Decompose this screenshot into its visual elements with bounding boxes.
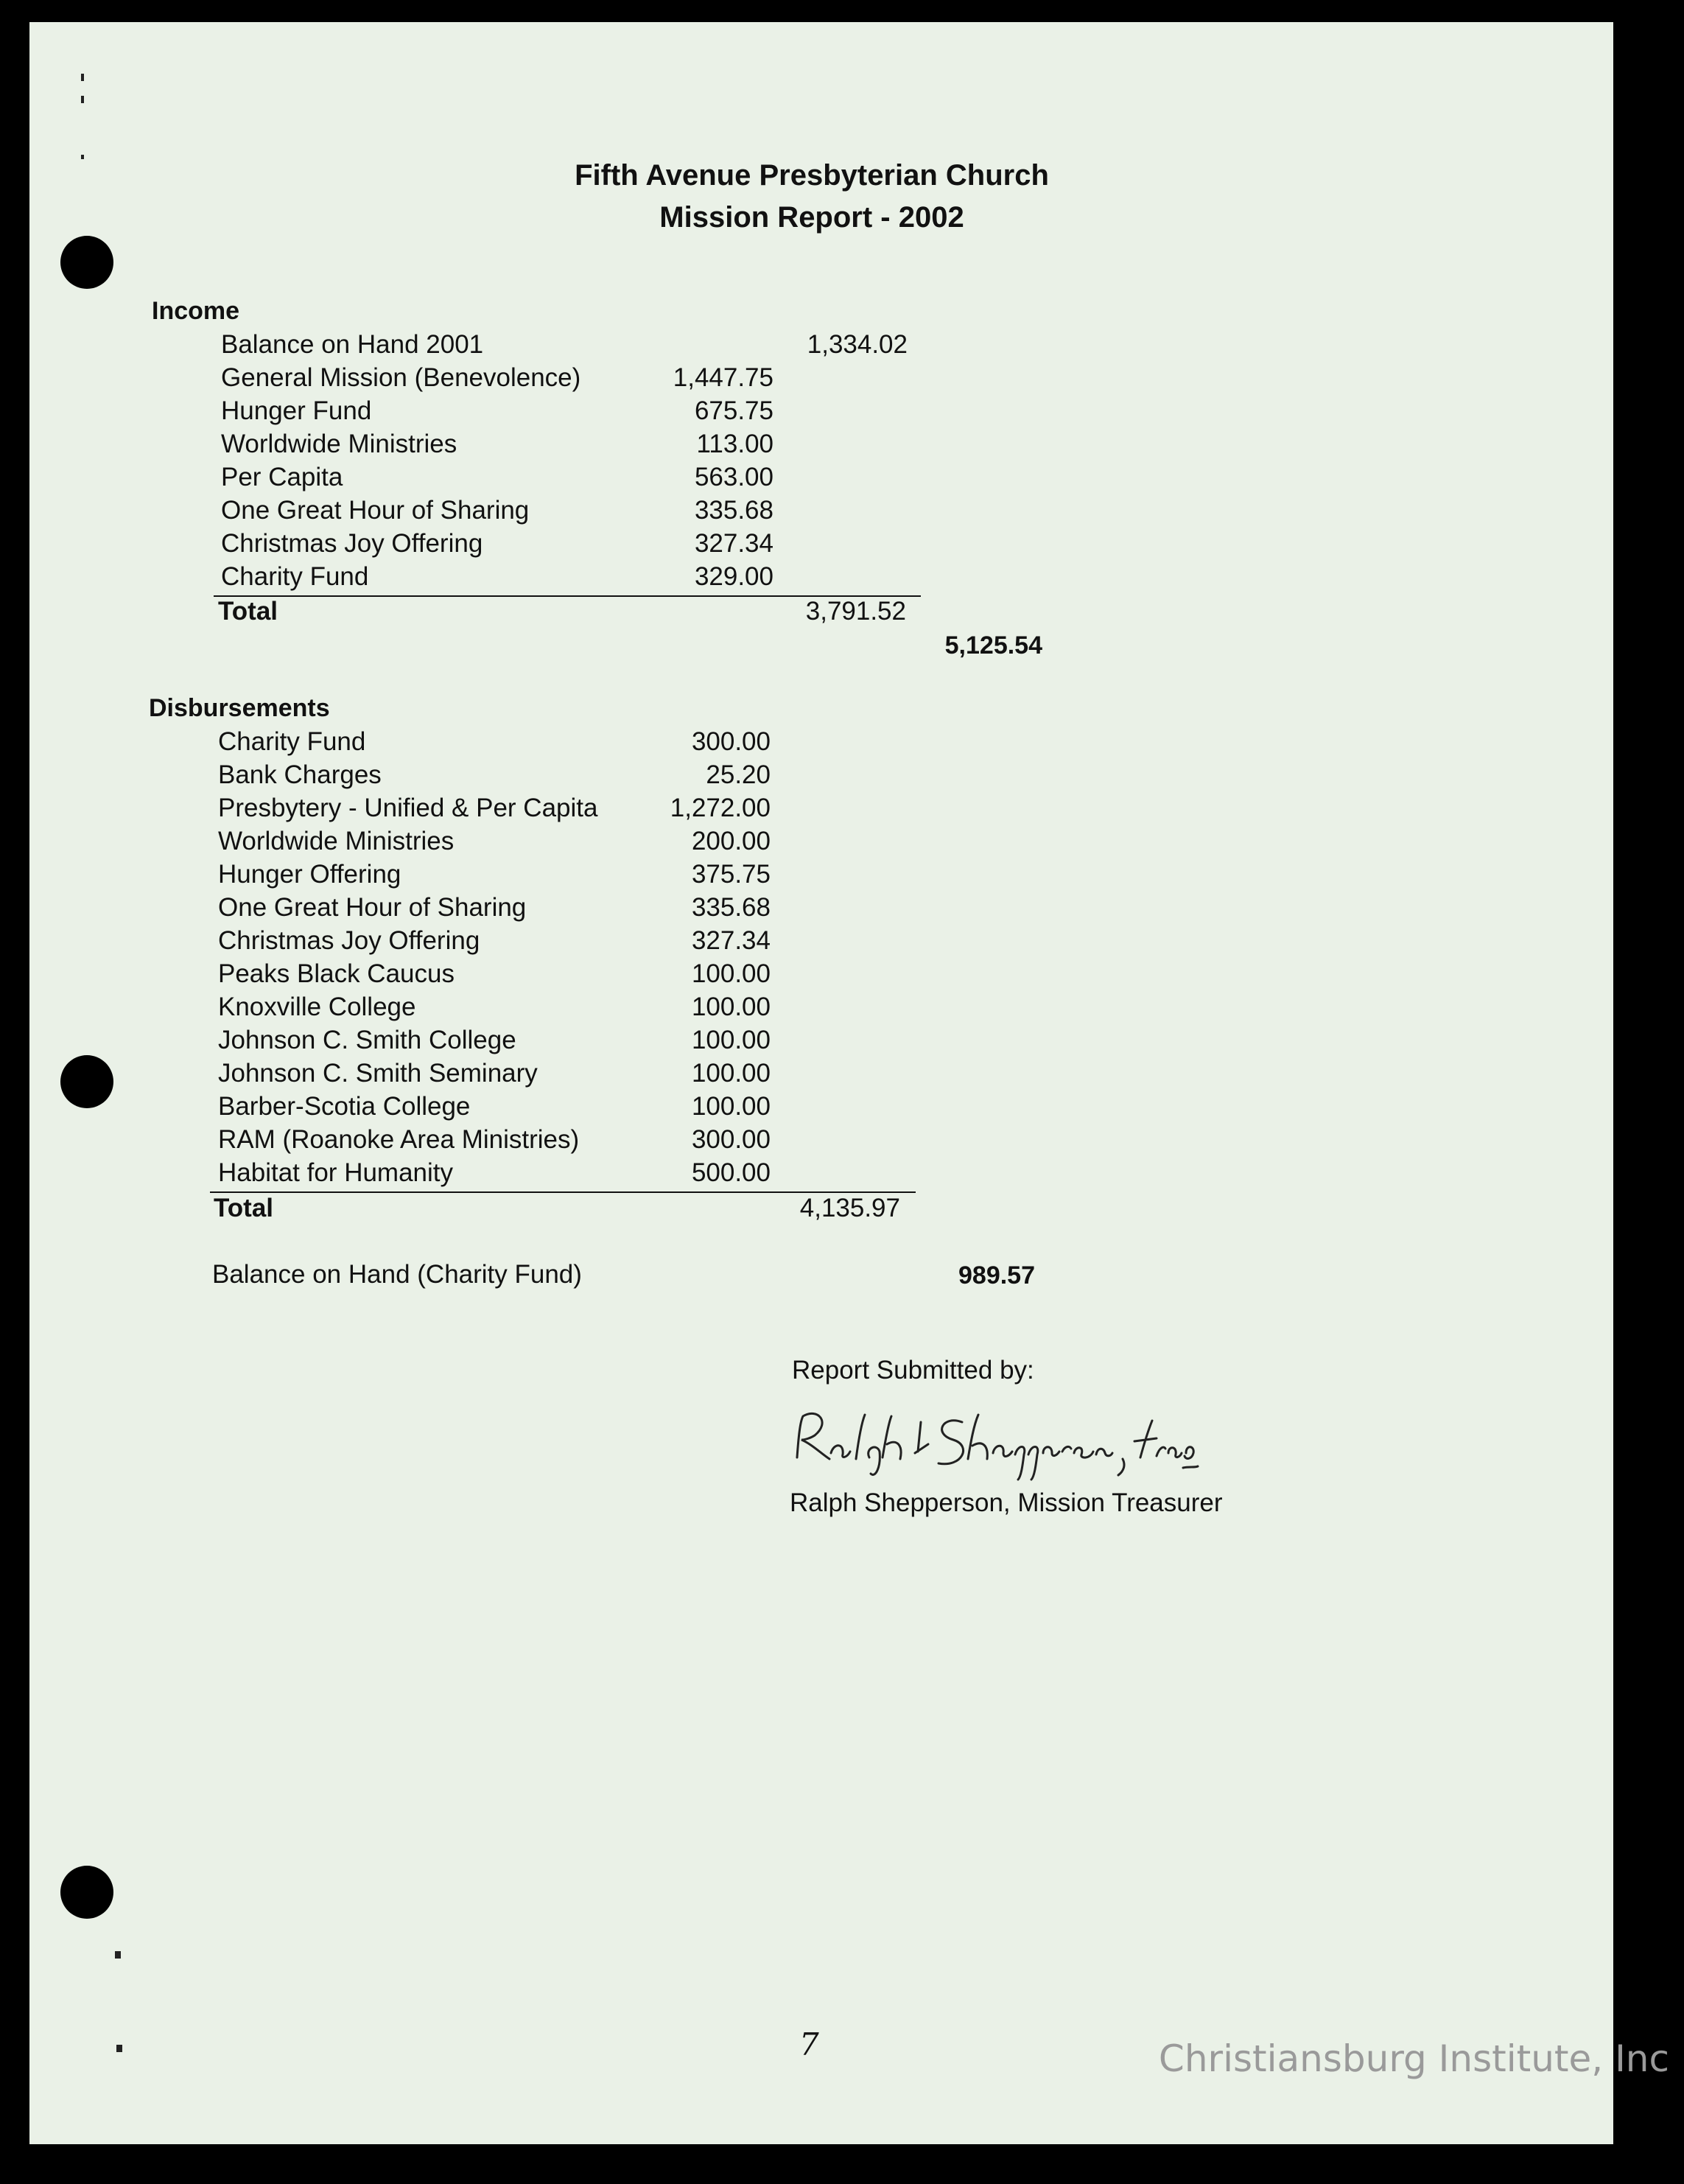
income-row xyxy=(29,363,1208,396)
income-balance-label: Balance on Hand 2001 xyxy=(221,330,484,359)
disbursement-item-label: Barber-Scotia College xyxy=(218,1092,471,1121)
income-item-amount: 329.00 xyxy=(694,562,773,591)
scan-mark xyxy=(115,1951,121,1959)
income-row xyxy=(29,430,1208,463)
disbursement-item-amount: 327.34 xyxy=(691,926,771,955)
income-item-amount: 1,447.75 xyxy=(673,363,773,392)
submitted-by-label: Report Submitted by: xyxy=(792,1356,1034,1385)
income-item-label: Worldwide Ministries xyxy=(221,430,457,458)
disbursement-item-label: Habitat for Humanity xyxy=(218,1158,454,1187)
income-item-amount: 563.00 xyxy=(694,463,773,491)
disbursement-item-amount: 500.00 xyxy=(691,1158,771,1187)
income-item-label: Hunger Fund xyxy=(221,396,372,425)
disbursement-total-label: Total xyxy=(214,1194,274,1222)
income-item-label: One Great Hour of Sharing xyxy=(221,496,530,525)
income-item-amount: 335.68 xyxy=(694,496,773,525)
disbursement-item-amount: 100.00 xyxy=(691,1059,771,1088)
disbursement-row xyxy=(29,1092,1208,1125)
income-total-row xyxy=(29,597,1208,630)
income-heading: Income xyxy=(152,297,240,325)
income-row xyxy=(29,562,1208,595)
disbursement-item-amount: 100.00 xyxy=(691,1092,771,1121)
watermark-text: Christiansburg Institute, Inc xyxy=(1158,2037,1669,2080)
disbursement-item-amount: 100.00 xyxy=(691,993,771,1021)
income-item-label: General Mission (Benevolence) xyxy=(221,363,581,392)
binder-hole-bottom xyxy=(60,1866,113,1919)
disbursement-item-label: Charity Fund xyxy=(218,727,366,756)
income-row xyxy=(29,496,1208,529)
disbursement-total-value: 4,135.97 xyxy=(799,1194,900,1222)
report-title-year: Mission Report - 2002 xyxy=(659,201,964,234)
income-item-label: Christmas Joy Offering xyxy=(221,529,483,558)
disbursement-row xyxy=(29,1125,1208,1158)
disbursement-item-amount: 300.00 xyxy=(691,727,771,756)
income-row xyxy=(29,529,1208,562)
disbursement-item-label: Bank Charges xyxy=(218,760,382,789)
disbursement-item-label: Johnson C. Smith Seminary xyxy=(218,1059,538,1088)
disbursements-heading: Disbursements xyxy=(149,694,330,722)
income-row xyxy=(29,463,1208,496)
income-item-label: Charity Fund xyxy=(221,562,369,591)
handwritten-signature xyxy=(788,1400,1201,1481)
disbursement-row xyxy=(29,959,1208,993)
income-balance-value: 1,334.02 xyxy=(807,330,908,359)
disbursement-item-amount: 200.00 xyxy=(691,827,771,855)
disbursement-row xyxy=(29,993,1208,1026)
disbursement-item-amount: 25.20 xyxy=(706,760,771,789)
disbursement-item-amount: 100.00 xyxy=(691,959,771,988)
disbursement-item-label: Knoxville College xyxy=(218,993,416,1021)
disbursement-row xyxy=(29,827,1208,860)
disbursement-item-label: Hunger Offering xyxy=(218,860,401,889)
income-total-label: Total xyxy=(218,597,278,626)
income-item-label: Per Capita xyxy=(221,463,343,491)
disbursement-row xyxy=(29,1158,1208,1191)
disbursement-row xyxy=(29,926,1208,959)
disbursement-row xyxy=(29,893,1208,926)
income-row xyxy=(29,396,1208,430)
scan-mark xyxy=(81,96,84,103)
disbursement-item-amount: 1,272.00 xyxy=(670,794,771,822)
disbursement-item-amount: 300.00 xyxy=(691,1125,771,1154)
scan-mark xyxy=(81,74,84,81)
disbursement-row xyxy=(29,727,1208,760)
disbursement-item-label: Johnson C. Smith College xyxy=(218,1026,516,1054)
document-page xyxy=(29,22,1613,2144)
balance-label: Balance on Hand (Charity Fund) xyxy=(212,1260,582,1289)
disbursement-row xyxy=(29,794,1208,827)
disbursement-item-label: Christmas Joy Offering xyxy=(218,926,480,955)
disbursement-row xyxy=(29,860,1208,893)
disbursement-item-amount: 335.68 xyxy=(691,893,771,922)
income-grand-total: 5,125.54 xyxy=(944,631,1042,659)
income-item-amount: 675.75 xyxy=(694,396,773,425)
disbursement-item-amount: 375.75 xyxy=(691,860,771,889)
income-item-amount: 327.34 xyxy=(694,529,773,558)
disbursement-item-label: RAM (Roanoke Area Ministries) xyxy=(218,1125,580,1154)
page-number: 7 xyxy=(799,2026,819,2062)
disbursement-total-rule xyxy=(210,1191,916,1193)
disbursement-row xyxy=(29,760,1208,794)
binder-hole-top xyxy=(60,236,113,289)
disbursement-row xyxy=(29,1026,1208,1059)
disbursement-item-amount: 100.00 xyxy=(691,1026,771,1054)
income-balance-row xyxy=(29,330,1208,363)
disbursement-item-label: Peaks Black Caucus xyxy=(218,959,455,988)
disbursement-row xyxy=(29,1059,1208,1092)
disbursement-item-label: Worldwide Ministries xyxy=(218,827,455,855)
report-title-church: Fifth Avenue Presbyterian Church xyxy=(575,159,1049,192)
income-item-amount: 113.00 xyxy=(696,430,773,458)
treasurer-name: Ralph Shepperson, Mission Treasurer xyxy=(790,1488,1223,1517)
income-total-value: 3,791.52 xyxy=(805,597,906,626)
disbursement-item-label: Presbytery - Unified & Per Capita xyxy=(218,794,598,822)
disbursement-total-row xyxy=(29,1194,1208,1227)
disbursement-item-label: One Great Hour of Sharing xyxy=(218,893,527,922)
scan-mark xyxy=(116,2045,122,2052)
balance-value: 989.57 xyxy=(958,1261,1035,1289)
